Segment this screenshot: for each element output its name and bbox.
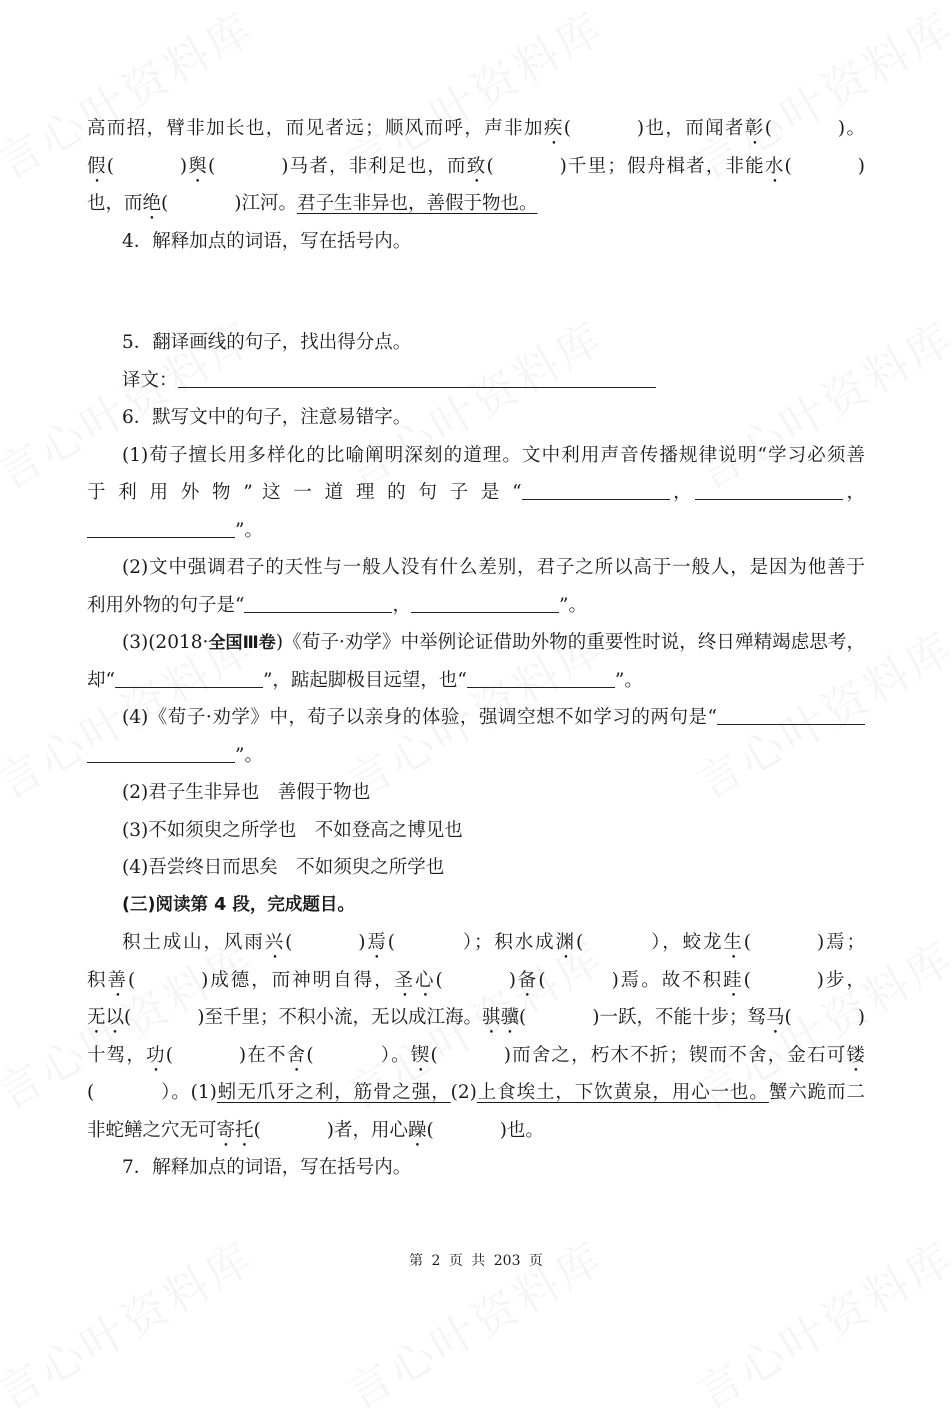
- text: ): [508, 969, 516, 991]
- text: (2)文中强调君子的天性与一般人没有什么差别，君子之所以高于一般人，是因为他善于: [122, 557, 865, 578]
- text: )步，: [816, 969, 865, 991]
- fill-in-line[interactable]: [178, 369, 656, 388]
- text: 积: [87, 969, 108, 991]
- text-line: [87, 512, 865, 550]
- dotted-word: 绝: [142, 193, 162, 214]
- text: (: [253, 1119, 261, 1141]
- dotted-word: 彰: [744, 118, 765, 139]
- text-line: [87, 812, 865, 850]
- fill-in-line[interactable]: [244, 594, 392, 613]
- text-line: [87, 924, 865, 962]
- text: ，: [392, 594, 411, 616]
- dotted-word: 生: [723, 932, 744, 953]
- text: ”。: [558, 594, 587, 616]
- text-line: [87, 110, 865, 148]
- text: (三)阅读第 4 段，完成题目。: [122, 894, 355, 915]
- text: (: [165, 1044, 173, 1066]
- text: )江河。: [234, 193, 297, 214]
- dotted-word: 假: [87, 155, 107, 177]
- text: )一跃，不能十步；驽: [592, 1007, 767, 1028]
- text: (: [538, 969, 546, 991]
- text-line: [87, 849, 865, 887]
- spacer: [87, 260, 865, 324]
- text: ): [857, 155, 865, 177]
- text: (4)吾尝终日而思矣 不如须臾之所学也: [122, 857, 445, 878]
- dotted-word: 功: [146, 1044, 166, 1066]
- text-line: [87, 699, 865, 737]
- text: 译文：: [122, 369, 178, 391]
- text: ）；积水成: [461, 932, 556, 953]
- dotted-word: 焉: [365, 932, 388, 953]
- text: 非蛇鳝之穴无可: [87, 1119, 217, 1141]
- text: 于 利 用 外 物 ” 这 一 道 理 的 句 子 是 “: [87, 482, 522, 503]
- text: (: [106, 155, 114, 177]
- text: )千里；假舟楫者，非能: [559, 155, 765, 177]
- text: )马者，非利足也，而: [281, 155, 467, 177]
- text: (: [430, 1044, 438, 1066]
- dotted-word: 寄托: [216, 1119, 254, 1141]
- text: (1)荀子擅长用多样化的比喻阐明深刻的道理。文中利用声音传播规律说明“学习必须善: [122, 444, 865, 466]
- text: (: [743, 969, 751, 991]
- text: )至千里；不积小流，无以成江海。: [197, 1007, 483, 1028]
- text: ”。: [235, 744, 263, 766]
- fill-in-line[interactable]: [467, 669, 615, 688]
- dotted-word: 舆: [187, 155, 208, 177]
- underlined-sentence: 蚓无爪牙之利，筋骨之强，: [216, 1082, 451, 1103]
- fill-in-line[interactable]: [115, 669, 263, 688]
- text: ），蛟龙: [649, 932, 724, 953]
- text: )在不: [238, 1044, 287, 1066]
- text: )《荀子·劝学》中举例论证借助外物的重要性时说，终日殚精竭虑思考，: [275, 632, 865, 653]
- fill-in-line[interactable]: [87, 519, 235, 538]
- text: (: [575, 932, 584, 953]
- text: ）。(1): [160, 1082, 217, 1103]
- text: )焉。故不积: [611, 969, 724, 991]
- fill-in-line[interactable]: [717, 706, 865, 725]
- dotted-word: 善: [107, 969, 128, 991]
- document-body: [87, 110, 865, 1187]
- dotted-word: 骐骥: [482, 1007, 520, 1028]
- text: (4)《荀子·劝学》中，荀子以亲身的体验，强调空想不如学习的两句是“: [122, 707, 717, 728]
- text: ，: [843, 482, 865, 503]
- text: ，: [669, 482, 696, 503]
- text: (: [306, 1044, 314, 1066]
- text: (: [426, 1119, 434, 1141]
- text-line: [87, 474, 865, 512]
- text-line: [87, 587, 865, 625]
- dotted-word: 致: [466, 155, 487, 177]
- dotted-word: 兴: [264, 932, 286, 953]
- text: (: [519, 1007, 527, 1028]
- text-line: [87, 887, 865, 925]
- text: ): [179, 155, 188, 177]
- text-line: [87, 962, 865, 1000]
- text-line: [87, 1074, 865, 1112]
- dotted-word: 水: [764, 155, 785, 177]
- text: 4．解释加点的词语，写在括号内。: [122, 230, 412, 252]
- text: (2)君子生非异也 善假于物也: [122, 782, 371, 803]
- text: (: [784, 155, 792, 177]
- text: )。: [837, 118, 865, 139]
- fill-in-line[interactable]: [87, 744, 235, 763]
- text: (: [486, 155, 494, 177]
- text: (: [127, 969, 136, 991]
- text-line: [87, 362, 865, 400]
- text-line: [87, 549, 865, 587]
- text: 5．翻译画线的句子，找出得分点。: [122, 332, 412, 353]
- bold-text: 全国Ⅲ卷: [208, 633, 276, 653]
- dotted-word: 跬: [723, 969, 744, 991]
- dotted-word: 锲: [410, 1044, 431, 1066]
- text: )成德，而神明自得，: [201, 969, 395, 991]
- text: (: [87, 1082, 95, 1103]
- text: (: [208, 155, 216, 177]
- text: (: [285, 932, 293, 953]
- text: 却“: [87, 669, 115, 691]
- text: (3)不如须臾之所学也 不如登高之博见也: [122, 819, 463, 841]
- text: 十驾，: [87, 1044, 147, 1066]
- text: (: [124, 1007, 132, 1028]
- text: 利用外物的句子是“: [87, 594, 245, 616]
- dotted-word: 镂: [846, 1044, 865, 1066]
- text-line: [87, 399, 865, 437]
- text-line: [87, 662, 865, 700]
- text-line: [87, 437, 865, 475]
- text: (: [563, 118, 571, 139]
- text: 高而招，臂非加长也，而见者远；顺风而呼，声非加: [87, 118, 544, 139]
- text-line: [87, 999, 865, 1037]
- text: (: [764, 118, 772, 139]
- dotted-word: 马: [766, 1007, 785, 1028]
- text: ”，踮起脚极目远望，也“: [262, 669, 467, 691]
- text-line: [87, 774, 865, 812]
- text: ”。: [614, 669, 643, 691]
- dotted-word: 无以: [87, 1007, 125, 1028]
- dotted-word: 疾: [543, 118, 564, 139]
- page-footer: 第 2 页 共 203 页: [409, 1253, 543, 1269]
- text: )而舍之，朽木不折；锲而不舍，金石可: [503, 1044, 847, 1066]
- text: (: [784, 1007, 792, 1028]
- text: 7．解释加点的词语，写在括号内。: [122, 1157, 412, 1178]
- dotted-word: 圣心: [394, 969, 436, 991]
- text-line: [87, 223, 865, 261]
- fill-in-line[interactable]: [411, 594, 559, 613]
- underlined-sentence: 君子生非异也，善假于物也。: [296, 193, 538, 214]
- text-line: [87, 324, 865, 362]
- dotted-word: 渊: [555, 932, 576, 953]
- text: 蟹六跪而二: [768, 1082, 865, 1103]
- text: (: [387, 932, 396, 953]
- text: )也，而闻者: [636, 118, 745, 139]
- text-line: [87, 1112, 865, 1150]
- text-line: [87, 737, 865, 775]
- text: 也，而: [87, 193, 143, 214]
- text-line: [87, 185, 865, 223]
- dotted-word: 舍: [286, 1044, 307, 1066]
- text-line: [87, 1037, 865, 1075]
- text: (: [161, 193, 169, 214]
- text: (2): [450, 1082, 477, 1103]
- text: )者，用心: [326, 1119, 408, 1141]
- text: (3)(2018·: [122, 632, 209, 653]
- text: ): [358, 932, 366, 953]
- text: ”。: [235, 519, 263, 541]
- text: (: [435, 969, 443, 991]
- text: )焉；: [816, 932, 865, 953]
- text: (: [743, 932, 751, 953]
- fill-in-line[interactable]: [522, 481, 670, 500]
- text-line: [87, 1149, 865, 1187]
- text: 积土成山，风雨: [122, 932, 265, 953]
- text-line: [87, 624, 865, 662]
- dotted-word: 躁: [407, 1119, 427, 1141]
- dotted-word: 备: [515, 969, 539, 991]
- text-line: [87, 148, 865, 186]
- underlined-sentence: 上食埃土，下饮黄泉，用心一也。: [476, 1082, 769, 1103]
- text: ): [857, 1007, 865, 1028]
- text: 6．默写文中的句子，注意易错字。: [122, 407, 412, 428]
- text: )也。: [499, 1119, 544, 1141]
- text: ）。: [379, 1044, 411, 1066]
- fill-in-line[interactable]: [695, 481, 843, 500]
